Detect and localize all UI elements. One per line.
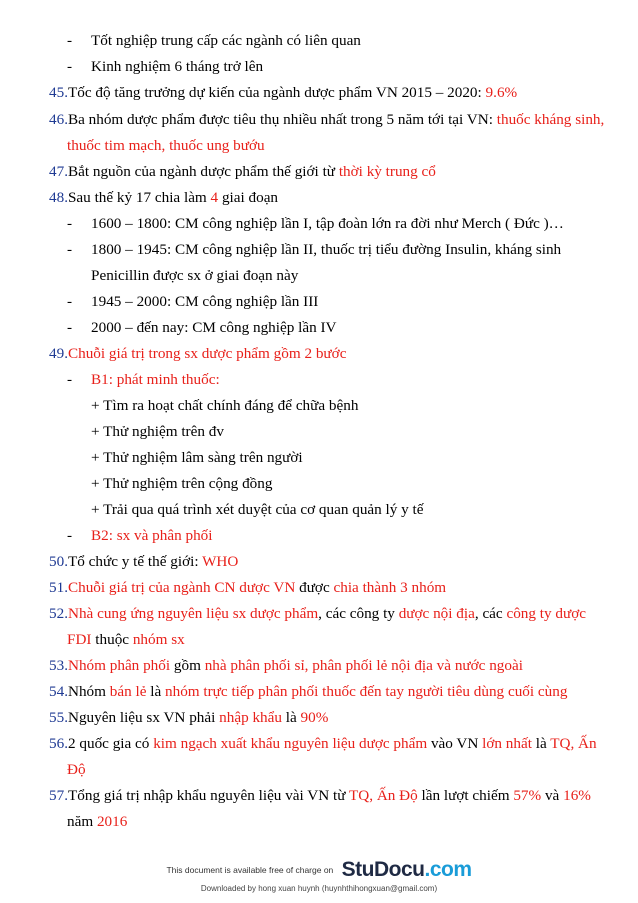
numbered-item-56: 56.2 quốc gia có kim ngạch xuất khẩu nguyên liệu dược phẩm vào VN lớn nhất là TQ, Ấn — [49, 735, 597, 752]
footer-downloaded-by: Downloaded by hong xuan huynh (huynhthihongxuan@gmail.com) — [200, 884, 438, 893]
list-item: - 1600 – 1800: CM công nghiệp lần I, tập đoàn lớn ra đời như Merch ( Đức )… — [67, 215, 564, 232]
continuation-line: năm 2016 — [67, 813, 128, 830]
list-item: - Kinh nghiệm 6 tháng trở lên — [67, 58, 264, 75]
sub-item: + Thử nghiệm lâm sàng trên người — [91, 449, 303, 466]
numbered-item-53: 53.Nhóm phân phối gồm nhà phân phối sỉ, phân phối lẻ nội địa và nước ngoài — [49, 657, 523, 674]
sub-item: + Thử nghiệm trên đv — [91, 423, 224, 440]
sub-item: + Trải qua quá trình xét duyệt của cơ quan quản lý y tế — [91, 501, 424, 518]
numbered-item-49: 49.Chuỗi giá trị trong sx dược phẩm gồm 2 bước — [49, 345, 347, 362]
continuation-line: FDI thuộc nhóm sx — [67, 631, 185, 648]
list-item: - 1800 – 1945: CM công nghiệp lần II, thuốc trị tiểu đường Insulin, kháng sinh — [67, 241, 562, 258]
studocu-logo[interactable]: StuDocu.com — [341, 858, 472, 881]
list-item: - B2: sx và phân phối — [67, 527, 213, 544]
numbered-item-55: 55.Nguyên liệu sx VN phải nhập khẩu là 90% — [49, 709, 329, 726]
numbered-item-45: 45.Tốc độ tăng trưởng dự kiến của ngành dược phẩm VN 2015 – 2020: 9.6% — [49, 84, 518, 101]
numbered-item-47: 47.Bắt nguồn của ngành dược phẩm thế giới từ thời kỳ trung cổ — [49, 163, 436, 180]
list-item: - B1: phát minh thuốc: — [67, 371, 220, 388]
continuation-line: Độ — [67, 761, 86, 778]
numbered-item-52: 52.Nhà cung ứng nguyên liệu sx dược phẩm, các công ty dược nội địa, các công ty dược — [49, 605, 586, 622]
footer-availability — [0, 858, 638, 884]
list-item: - Tốt nghiệp trung cấp các ngành có liên quan — [67, 32, 361, 49]
numbered-item-46: 46.Ba nhóm dược phẩm được tiêu thụ nhiều nhất trong 5 năm tới tại VN: thuốc kháng sinh, — [49, 111, 605, 128]
numbered-item-51: 51.Chuỗi giá trị của ngành CN dược VN được chia thành 3 nhóm — [49, 579, 447, 596]
numbered-item-54: 54.Nhóm bán lẻ là nhóm trực tiếp phân phối thuốc đến tay người tiêu dùng cuối cùng — [49, 683, 568, 700]
list-item: - 2000 – đến nay: CM công nghiệp lần IV — [67, 319, 337, 336]
continuation-line: Penicillin được sx ở giai đoạn này — [91, 267, 299, 284]
sub-item: + Tìm ra hoạt chất chính đáng để chữa bệnh — [91, 397, 359, 414]
footer-available-text: This document is available free of charge on — [166, 865, 334, 875]
numbered-item-57: 57.Tổng giá trị nhập khẩu nguyên liệu vài VN từ TQ, Ấn Độ lần lượt chiếm 57% và 16% — [49, 787, 591, 804]
list-item: - 1945 – 2000: CM công nghiệp lần III — [67, 293, 319, 310]
numbered-item-48: 48.Sau thế kỷ 17 chia làm 4 giai đoạn — [49, 189, 279, 206]
numbered-item-50: 50.Tổ chức y tế thế giới: WHO — [49, 553, 239, 570]
sub-item: + Thử nghiệm trên cộng đồng — [91, 475, 273, 492]
continuation-line: thuốc tim mạch, thuốc ung bướu — [67, 137, 265, 154]
